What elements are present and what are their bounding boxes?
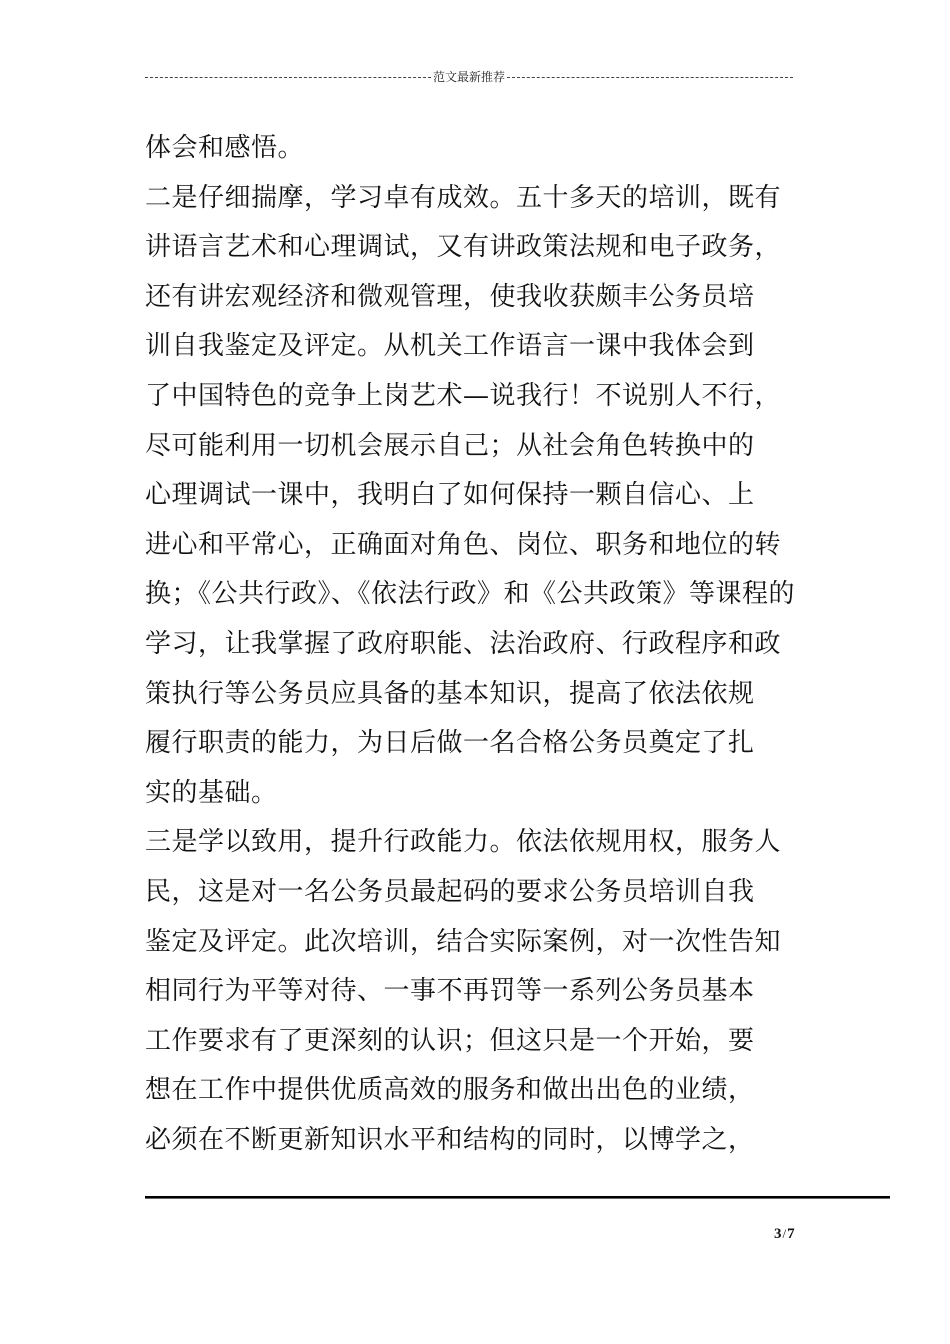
document-body [145, 124, 825, 1165]
text-line: 了中国特色的竞争上岗艺术—说我行！不说别人不行， [145, 380, 782, 411]
text-line: 心理调试一课中，我明白了如何保持一颗自信心、上 [145, 480, 755, 511]
text-line: 相同行为平等对待、一事不再罚等一系列公务员基本 [145, 976, 755, 1007]
text-line: 鉴定及评定。此次培训，结合实际案例，对一次性告知 [145, 926, 782, 957]
text-line: 必须在不断更新知识水平和结构的同时，以博学之， [145, 1124, 755, 1155]
text-line: 尽可能利用一切机会展示自己；从社会角色转换中的 [145, 430, 755, 461]
header-title: 范文最新推荐 [433, 70, 506, 84]
header-dash-left [145, 77, 431, 78]
text-line: 讲语言艺术和心理调试，又有讲政策法规和电子政务， [145, 232, 782, 263]
footer-divider [145, 1196, 890, 1200]
text-line: 学习，让我掌握了政府职能、法治政府、行政程序和政 [145, 628, 782, 659]
text-line: 换；《公共行政》、《依法行政》和《公共政策》等课程的 [145, 579, 796, 610]
text-line: 体会和感悟。 [145, 133, 305, 163]
page-header [145, 66, 793, 88]
page-current: 3 [774, 1226, 782, 1242]
text-line: 二是仔细揣摩，学习卓有成效。五十多天的培训，既有 [145, 182, 782, 213]
text-line: 工作要求有了更深刻的认识；但这只是一个开始，要 [145, 1025, 755, 1056]
text-line: 三是学以致用，提升行政能力。依法依规用权，服务人 [145, 827, 782, 858]
text-line: 训自我鉴定及评定。从机关工作语言一课中我体会到 [145, 331, 755, 362]
text-line: 还有讲宏观经济和微观管理，使我收获颇丰公务员培 [145, 281, 755, 312]
header-dash-right [507, 77, 793, 78]
page-number [774, 1226, 795, 1243]
page-separator: / [782, 1226, 787, 1241]
text-line: 策执行等公务员应具备的基本知识，提高了依法依规 [145, 678, 755, 709]
text-line: 履行职责的能力，为日后做一名合格公务员奠定了扎 [145, 728, 755, 759]
text-line: 实的基础。 [145, 777, 278, 808]
page-total: 7 [787, 1226, 795, 1242]
text-line: 进心和平常心，正确面对角色、岗位、职务和地位的转 [145, 529, 782, 560]
text-line: 民，这是对一名公务员最起码的要求公务员培训自我 [145, 876, 755, 907]
text-line: 想在工作中提供优质高效的服务和做出出色的业绩， [145, 1075, 755, 1106]
